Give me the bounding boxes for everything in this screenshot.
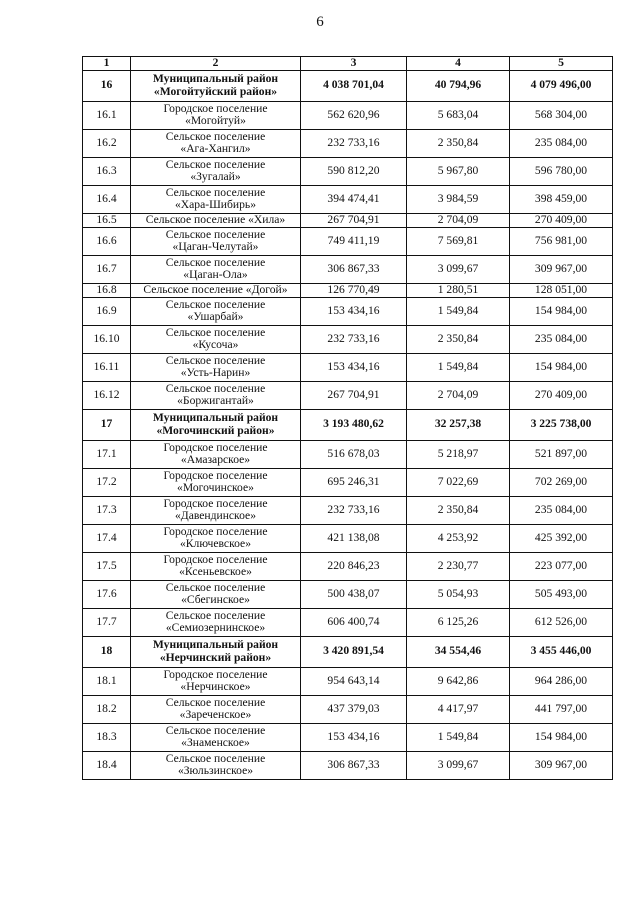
- amount-col-4: 32 257,38: [407, 409, 510, 440]
- municipality-name: [131, 580, 301, 608]
- amount-col-5: 964 286,00: [510, 667, 613, 695]
- amount-col-4: 2 704,09: [407, 381, 510, 409]
- amount-col-4: 2 230,77: [407, 552, 510, 580]
- amount-col-4: 4 417,97: [407, 695, 510, 723]
- amount-col-4: 1 549,84: [407, 297, 510, 325]
- amount-col-5: 309 967,00: [510, 751, 613, 779]
- municipality-name-line1: Сельское поселение: [165, 157, 266, 171]
- municipality-name: [131, 695, 301, 723]
- amount-col-5: 235 084,00: [510, 129, 613, 157]
- municipality-name-line2: «Усть-Нарин»: [180, 366, 251, 379]
- amount-col-5: 270 409,00: [510, 381, 613, 409]
- amount-col-3: 232 733,16: [301, 129, 407, 157]
- settlement-row: [83, 101, 613, 129]
- settlement-row: [83, 325, 613, 353]
- municipality-name: [131, 325, 301, 353]
- municipality-name-line2: «Цаган-Ола»: [183, 268, 248, 281]
- amount-col-4: 5 683,04: [407, 101, 510, 129]
- amount-col-3: 153 434,16: [301, 723, 407, 751]
- amount-col-4: 2 350,84: [407, 496, 510, 524]
- table-body: [83, 70, 613, 779]
- amount-col-5: 3 455 446,00: [510, 636, 613, 667]
- amount-col-4: 3 099,67: [407, 751, 510, 779]
- settlement-row: [83, 297, 613, 325]
- municipality-name: [131, 524, 301, 552]
- column-header: 3: [301, 57, 407, 71]
- municipality-name: [131, 101, 301, 129]
- municipality-name-line1: Сельское поселение «Хила»: [145, 213, 286, 226]
- column-header: 2: [131, 57, 301, 71]
- municipality-name: [131, 468, 301, 496]
- amount-col-4: 2 704,09: [407, 213, 510, 227]
- settlement-row: [83, 157, 613, 185]
- municipality-name-line1: Сельское поселение: [165, 129, 266, 143]
- amount-col-5: 756 981,00: [510, 227, 613, 255]
- municipality-name: [131, 255, 301, 283]
- amount-col-3: 220 846,23: [301, 552, 407, 580]
- amount-col-4: 34 554,46: [407, 636, 510, 667]
- amount-col-5: 154 984,00: [510, 723, 613, 751]
- municipality-name-line1: Сельское поселение: [165, 381, 266, 395]
- amount-col-5: 235 084,00: [510, 496, 613, 524]
- amount-col-5: 309 967,00: [510, 255, 613, 283]
- settlement-row: [83, 129, 613, 157]
- settlement-row: [83, 524, 613, 552]
- settlement-row: [83, 381, 613, 409]
- settlement-row: [83, 580, 613, 608]
- amount-col-3: 606 400,74: [301, 608, 407, 636]
- amount-col-4: 6 125,26: [407, 608, 510, 636]
- municipality-name-line1: Сельское поселение: [165, 297, 266, 311]
- amount-col-5: 223 077,00: [510, 552, 613, 580]
- municipality-name-line1: Муниципальный район: [152, 411, 279, 424]
- row-number: 16.11: [83, 353, 131, 381]
- amount-col-3: 4 038 701,04: [301, 70, 407, 101]
- municipality-name-line2: «Ага-Хангил»: [180, 142, 251, 155]
- row-number: 16.5: [83, 213, 131, 227]
- municipality-name: [131, 157, 301, 185]
- amount-col-3: 232 733,16: [301, 496, 407, 524]
- municipality-name-line1: Сельское поселение: [165, 608, 266, 622]
- amount-col-4: 5 967,80: [407, 157, 510, 185]
- municipality-name-line2: «Боржигантай»: [177, 394, 254, 407]
- amount-col-5: 568 304,00: [510, 101, 613, 129]
- amount-col-3: 500 438,07: [301, 580, 407, 608]
- municipality-name-line2: «Знаменское»: [181, 736, 250, 749]
- municipality-name-line2: «Сбегинское»: [181, 593, 250, 606]
- amount-col-5: 3 225 738,00: [510, 409, 613, 440]
- amount-col-3: 306 867,33: [301, 751, 407, 779]
- row-number: 17.5: [83, 552, 131, 580]
- municipality-name-line2: «Зугалай»: [190, 170, 241, 183]
- amount-col-3: 590 812,20: [301, 157, 407, 185]
- municipality-name: [131, 297, 301, 325]
- column-header: 1: [83, 57, 131, 71]
- municipality-name-line2: «Давендинское»: [175, 509, 256, 522]
- amount-col-5: 612 526,00: [510, 608, 613, 636]
- amount-col-3: 267 704,91: [301, 381, 407, 409]
- amount-col-3: 516 678,03: [301, 440, 407, 468]
- settlement-row: [83, 608, 613, 636]
- municipality-name-line2: «Цаган-Челутай»: [172, 240, 259, 253]
- settlement-row: [83, 496, 613, 524]
- municipality-name: [131, 227, 301, 255]
- row-number: 17.3: [83, 496, 131, 524]
- municipality-name: [131, 667, 301, 695]
- municipality-name-line1: Городское поселение: [163, 552, 268, 566]
- settlement-row: [83, 353, 613, 381]
- municipality-name-line1: Муниципальный район: [152, 638, 279, 651]
- row-number: 18.4: [83, 751, 131, 779]
- amount-col-4: 2 350,84: [407, 325, 510, 353]
- row-number: 16.3: [83, 157, 131, 185]
- municipality-name-line2: «Зюльзинское»: [177, 764, 254, 777]
- municipality-name-line1: Городское поселение: [163, 667, 268, 681]
- municipality-name-line2: «Могочинский район»: [156, 423, 275, 437]
- amount-col-3: 153 434,16: [301, 297, 407, 325]
- row-number: 16.1: [83, 101, 131, 129]
- amount-col-5: 270 409,00: [510, 213, 613, 227]
- municipality-name: [131, 283, 301, 297]
- row-number: 16.4: [83, 185, 131, 213]
- municipality-name-line2: «Нерчинское»: [180, 680, 251, 693]
- amount-col-3: 232 733,16: [301, 325, 407, 353]
- amount-col-3: 695 246,31: [301, 468, 407, 496]
- amount-col-5: 505 493,00: [510, 580, 613, 608]
- amount-col-3: 562 620,96: [301, 101, 407, 129]
- municipality-name-line1: Городское поселение: [163, 440, 268, 454]
- row-number: 18.1: [83, 667, 131, 695]
- amount-col-5: 596 780,00: [510, 157, 613, 185]
- amount-col-5: 425 392,00: [510, 524, 613, 552]
- municipality-name: [131, 129, 301, 157]
- amount-col-3: 954 643,14: [301, 667, 407, 695]
- row-number: 18.2: [83, 695, 131, 723]
- municipality-name-line1: Сельское поселение: [165, 695, 266, 709]
- settlement-row: [83, 185, 613, 213]
- municipality-name: [131, 496, 301, 524]
- municipality-name: [131, 751, 301, 779]
- amount-col-3: 3 193 480,62: [301, 409, 407, 440]
- municipality-name: [131, 353, 301, 381]
- row-number: 16.6: [83, 227, 131, 255]
- amount-col-4: 3 984,59: [407, 185, 510, 213]
- amount-col-3: 126 770,49: [301, 283, 407, 297]
- row-number: 17.7: [83, 608, 131, 636]
- amount-col-5: 235 084,00: [510, 325, 613, 353]
- row-number: 16.10: [83, 325, 131, 353]
- settlement-row: [83, 695, 613, 723]
- district-row: [83, 409, 613, 440]
- settlement-row: [83, 468, 613, 496]
- municipality-name: [131, 723, 301, 751]
- row-number: 16.8: [83, 283, 131, 297]
- municipality-name-line2: «Зареченское»: [179, 708, 252, 721]
- row-number: 17.4: [83, 524, 131, 552]
- municipality-name-line1: Городское поселение: [163, 524, 268, 538]
- amount-col-3: 749 411,19: [301, 227, 407, 255]
- municipality-name: [131, 440, 301, 468]
- settlement-row: [83, 751, 613, 779]
- amount-col-5: 128 051,00: [510, 283, 613, 297]
- municipality-name-line2: «Ксеньевское»: [179, 565, 252, 578]
- row-number: 17.1: [83, 440, 131, 468]
- row-number: 18: [83, 636, 131, 667]
- municipality-name-line2: «Могочинское»: [177, 481, 254, 494]
- amount-col-4: 1 549,84: [407, 353, 510, 381]
- municipality-name-line1: Сельское поселение: [165, 185, 266, 199]
- row-number: 17.6: [83, 580, 131, 608]
- municipality-name: [131, 409, 301, 440]
- amount-col-3: 153 434,16: [301, 353, 407, 381]
- amount-col-3: 437 379,03: [301, 695, 407, 723]
- row-number: 16.2: [83, 129, 131, 157]
- municipality-name-line2: «Хара-Шибирь»: [174, 198, 256, 211]
- municipality-name-line2: «Нерчинский район»: [159, 650, 272, 664]
- municipality-name-line1: Муниципальный район: [152, 72, 279, 85]
- amount-col-4: 3 099,67: [407, 255, 510, 283]
- municipality-name: [131, 608, 301, 636]
- municipality-name-line1: Сельское поселение: [165, 723, 266, 737]
- municipality-name: [131, 185, 301, 213]
- municipality-name-line1: Сельское поселение: [165, 751, 266, 765]
- amount-col-5: 398 459,00: [510, 185, 613, 213]
- municipality-name-line2: «Ключевское»: [180, 537, 251, 550]
- municipality-name: [131, 636, 301, 667]
- amount-col-3: 394 474,41: [301, 185, 407, 213]
- district-row: [83, 70, 613, 101]
- amount-col-4: 9 642,86: [407, 667, 510, 695]
- row-number: 17.2: [83, 468, 131, 496]
- municipality-name-line2: «Могойтуй»: [185, 114, 246, 127]
- settlement-row: [83, 213, 613, 227]
- municipality-name: [131, 213, 301, 227]
- settlement-row: [83, 667, 613, 695]
- amount-col-4: 5 218,97: [407, 440, 510, 468]
- municipality-name-line2: «Амазарское»: [180, 453, 251, 466]
- municipality-name-line1: Сельское поселение: [165, 255, 266, 269]
- amount-col-5: 154 984,00: [510, 353, 613, 381]
- amount-col-5: 521 897,00: [510, 440, 613, 468]
- amount-col-3: 306 867,33: [301, 255, 407, 283]
- row-number: 18.3: [83, 723, 131, 751]
- municipality-name-line1: Городское поселение: [163, 496, 268, 510]
- amount-col-3: 3 420 891,54: [301, 636, 407, 667]
- municipality-name: [131, 381, 301, 409]
- amount-col-4: 2 350,84: [407, 129, 510, 157]
- municipality-name-line1: Сельское поселение: [165, 353, 266, 367]
- column-header: 5: [510, 57, 613, 71]
- amount-col-5: 154 984,00: [510, 297, 613, 325]
- amount-col-5: 4 079 496,00: [510, 70, 613, 101]
- row-number: 17: [83, 409, 131, 440]
- amount-col-4: 7 569,81: [407, 227, 510, 255]
- district-row: [83, 636, 613, 667]
- municipality-name-line1: Городское поселение: [163, 468, 268, 482]
- row-number: 16.7: [83, 255, 131, 283]
- amount-col-4: 1 280,51: [407, 283, 510, 297]
- amount-col-4: 40 794,96: [407, 70, 510, 101]
- municipality-name: [131, 552, 301, 580]
- amount-col-4: 5 054,93: [407, 580, 510, 608]
- amount-col-3: 267 704,91: [301, 213, 407, 227]
- municipality-name: [131, 70, 301, 101]
- municipality-name-line2: «Семиозернинское»: [165, 621, 266, 634]
- settlement-row: [83, 227, 613, 255]
- row-number: 16: [83, 70, 131, 101]
- row-number: 16.9: [83, 297, 131, 325]
- allocation-table: [82, 56, 613, 780]
- settlement-row: [83, 440, 613, 468]
- amount-col-5: 702 269,00: [510, 468, 613, 496]
- amount-col-4: 1 549,84: [407, 723, 510, 751]
- amount-col-4: 4 253,92: [407, 524, 510, 552]
- municipality-name-line2: «Могойтуйский район»: [153, 84, 278, 98]
- row-number: 16.12: [83, 381, 131, 409]
- amount-col-4: 7 022,69: [407, 468, 510, 496]
- municipality-name-line1: Сельское поселение «Догой»: [143, 283, 288, 296]
- settlement-row: [83, 283, 613, 297]
- municipality-name-line2: «Кусоча»: [192, 338, 239, 351]
- municipality-name-line1: Сельское поселение: [165, 325, 266, 339]
- municipality-name-line1: Городское поселение: [163, 101, 268, 115]
- amount-col-3: 421 138,08: [301, 524, 407, 552]
- amount-col-5: 441 797,00: [510, 695, 613, 723]
- municipality-name-line1: Сельское поселение: [165, 227, 266, 241]
- settlement-row: [83, 255, 613, 283]
- settlement-row: [83, 552, 613, 580]
- column-header: 4: [407, 57, 510, 71]
- table-header-row: [83, 57, 613, 71]
- municipality-name-line2: «Ушарбай»: [187, 310, 244, 323]
- municipality-name-line1: Сельское поселение: [165, 580, 266, 594]
- page-number: 6: [316, 14, 324, 30]
- settlement-row: [83, 723, 613, 751]
